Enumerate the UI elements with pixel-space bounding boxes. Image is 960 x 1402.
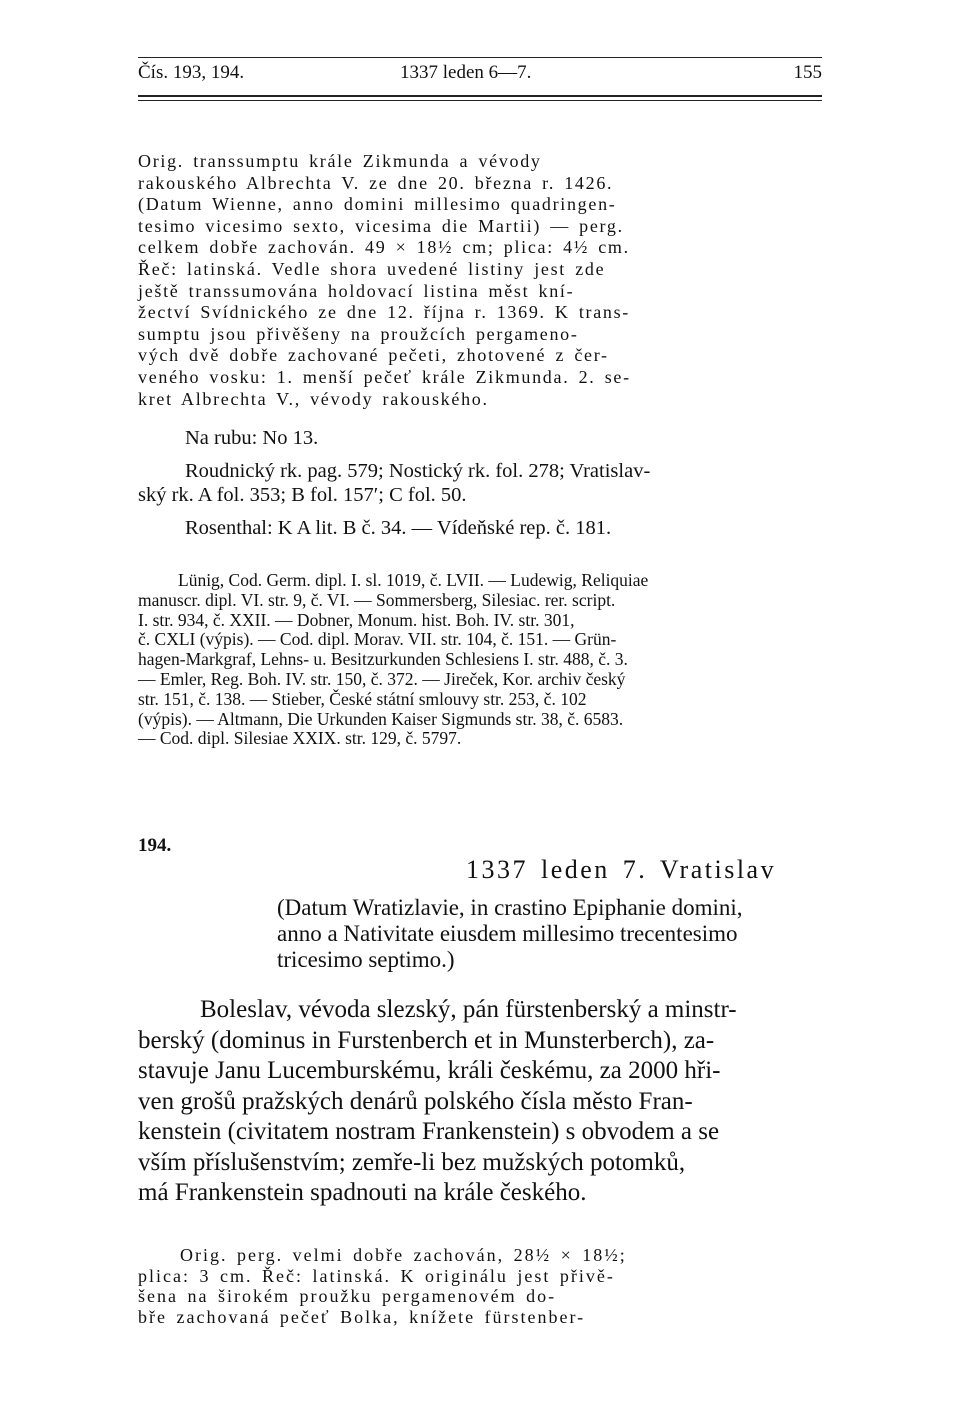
regest-line: Boleslav, vévoda slezský, pán fürstenberský a minstr- xyxy=(200,996,737,1023)
text-line: (Datum Wienne, anno domini millesimo quadringen- xyxy=(138,194,617,215)
reference-line: Rosenthal: K A lit. B č. 34. — Vídeňské rep. č. 181. xyxy=(185,516,612,539)
doc193-literature xyxy=(138,571,822,749)
doc194-regest xyxy=(138,995,838,1209)
text-line: celkem dobře zachován. 49 × 18½ cm; plica: 4½ cm. xyxy=(138,237,630,258)
header-rule-top xyxy=(138,57,822,58)
text-line: ještě transsumována holdovací listina měst kní- xyxy=(138,280,575,301)
literature-line: — Cod. dipl. Silesiae XXIX. str. 129, č. 5797. xyxy=(138,728,462,749)
regest-line: má Frankenstein spadnouti na krále českého. xyxy=(138,1179,587,1206)
text-line: plica: 3 cm. Řeč: latinská. K originálu jest přivě- xyxy=(138,1265,615,1286)
literature-line: manuscr. dipl. VI. str. 9, č. VI. — Sommersberg, Silesiac. rer. script. xyxy=(138,589,616,610)
datum-line: anno a Nativitate eiusdem millesimo trecentesimo xyxy=(277,921,738,946)
regest-line: ven grošů pražských denárů polského čísla město Fran- xyxy=(138,1087,693,1115)
running-head-date: 1337 leden 6—7. xyxy=(400,62,532,83)
text-line: bře zachovaná pečeť Bolka, knížete fürstenber- xyxy=(138,1306,586,1327)
text-line: vých dvě dobře zachované pečeti, zhotovené z čer- xyxy=(138,345,609,366)
literature-line: (výpis). — Altmann, Die Urkunden Kaiser Sigmunds str. 38, č. 6583. xyxy=(138,708,624,729)
text-line: kret Albrechta V., vévody rakouského. xyxy=(138,388,489,409)
text-line: Řeč: latinská. Vedle shora uvedené listiny jest zde xyxy=(138,258,606,279)
datum-line: tricesimo septimo.) xyxy=(277,947,455,972)
doc194-datum xyxy=(277,895,837,973)
regest-line: kenstein (civitatem nostram Frankenstein) s obvodem a se xyxy=(138,1118,720,1145)
doc193-references xyxy=(138,426,825,540)
datum-line: (Datum Wratizlavie, in crastino Epiphanie domini, xyxy=(277,895,743,920)
reference-line: ský rk. A fol. 353; B fol. 157′; C fol. 50. xyxy=(138,484,467,506)
header-rule-double-top xyxy=(138,95,822,97)
regest-line: stavuje Janu Lucemburskému, králi českému, za 2000 hři- xyxy=(138,1057,721,1084)
doc194-dateline: 1337 leden 7. Vratislav xyxy=(466,855,777,884)
literature-line: str. 151, č. 138. — Stieber, České státní smlouvy str. 253, č. 102 xyxy=(138,688,587,709)
text-line: Orig. transsumptu krále Zikmunda a vévody xyxy=(138,151,542,171)
text-line: tesimo vicesimo sexto, vicesima die Martii) — perg. xyxy=(138,215,624,236)
literature-line: hagen-Markgraf, Lehns- u. Besitzurkunden Schlesiens I. str. 488, č. 3. xyxy=(138,649,628,670)
header-rule-double-bottom xyxy=(138,100,822,101)
regest-line: vším příslušenstvím; zemře-li bez mužských potomků, xyxy=(138,1148,686,1176)
text-line: žectví Svídnického ze dne 12. října r. 1369. K trans- xyxy=(138,302,630,323)
text-line: sumptu jsou přivěšeny na proužcích pergameno- xyxy=(138,323,579,344)
running-head xyxy=(138,62,822,92)
literature-line: č. CXLI (výpis). — Cod. dipl. Morav. VII. str. 104, č. 151. — Grün- xyxy=(138,629,617,650)
text-line: Orig. perg. velmi dobře zachován, 28½ × 18½; xyxy=(180,1245,627,1265)
text-line: rakouského Albrechta V. ze dne 20. března r. 1426. xyxy=(138,172,614,193)
literature-line: — Emler, Reg. Boh. IV. str. 150, č. 372. — Jireček, Kor. archiv český xyxy=(138,668,626,689)
doc194-description xyxy=(138,1245,822,1327)
regest-line: berský (dominus in Furstenberch et in Munsterberch), za- xyxy=(138,1026,715,1054)
page-number: 155 xyxy=(793,62,822,83)
reference-line: Roudnický rk. pag. 579; Nostický rk. fol. 278; Vratislav- xyxy=(185,459,651,482)
text-line: veného vosku: 1. menší pečeť krále Zikmunda. 2. se- xyxy=(138,366,631,387)
running-head-doc-numbers: Čís. 193, 194. xyxy=(138,62,245,83)
literature-line: Lünig, Cod. Germ. dipl. I. sl. 1019, č. LVII. — Ludewig, Reliquiae xyxy=(178,570,649,590)
doc193-description xyxy=(138,151,822,410)
text-line: šena na širokém proužku pergamenovém do- xyxy=(138,1286,557,1306)
reference-line: Na rubu: No 13. xyxy=(185,427,319,449)
literature-line: I. str. 934, č. XXII. — Dobner, Monum. hist. Boh. IV. str. 301, xyxy=(138,609,575,630)
doc194-number: 194. xyxy=(138,835,172,856)
